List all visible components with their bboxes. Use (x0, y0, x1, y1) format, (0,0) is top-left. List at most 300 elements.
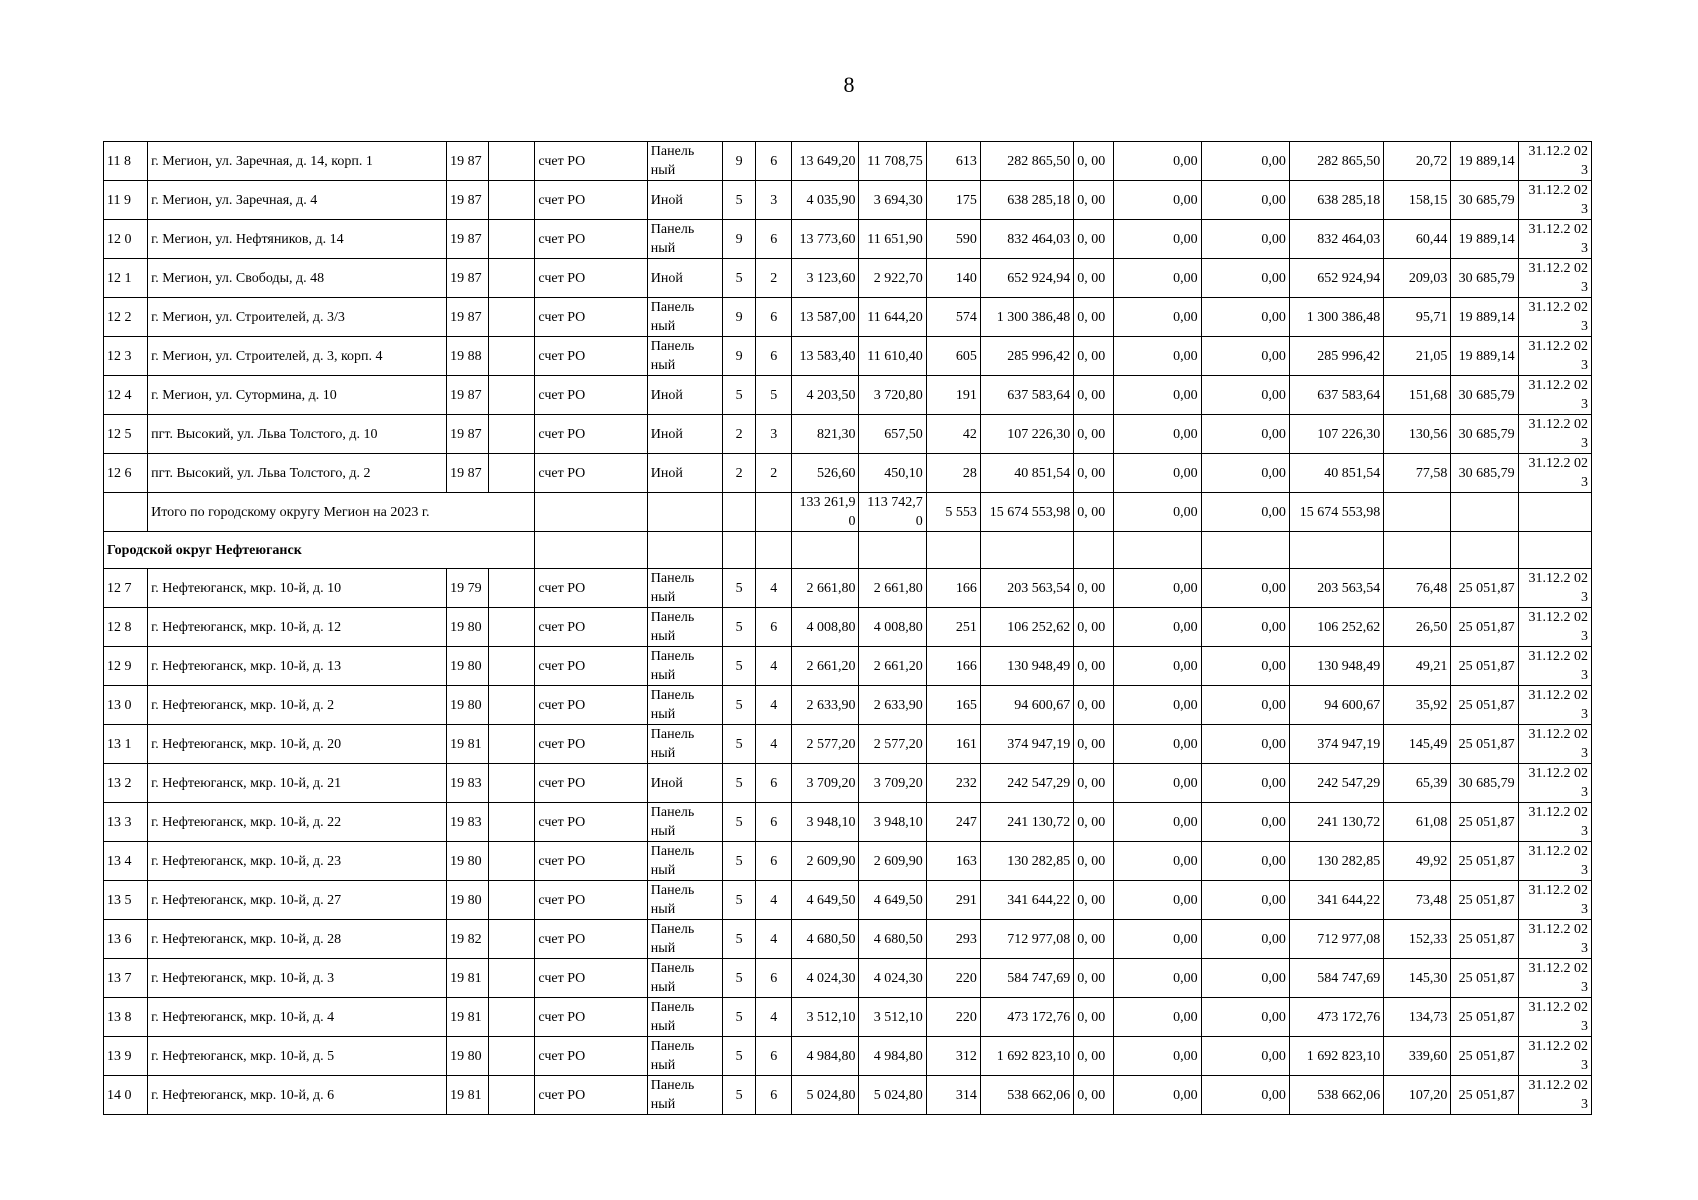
row-limit: 25 051,87 (1451, 569, 1518, 608)
row-cost: 637 583,64 (980, 376, 1073, 415)
row-year: 19 87 (447, 298, 489, 337)
table-body-a (104, 142, 1592, 493)
row-limit: 25 051,87 (1451, 1037, 1518, 1076)
row-limit: 30 685,79 (1451, 376, 1518, 415)
row-cost: 652 924,94 (980, 259, 1073, 298)
row-year: 19 81 (447, 959, 489, 998)
row-area-living: 5 024,80 (859, 1076, 926, 1115)
row-total: 473 172,76 (1289, 998, 1383, 1037)
row-blank-cell (489, 1037, 535, 1076)
row-limit: 30 685,79 (1451, 454, 1518, 493)
row-col-a: 0,00 (1114, 142, 1201, 181)
row-floors: 5 (723, 881, 756, 920)
row-col-z: 0, 00 (1074, 298, 1114, 337)
row-number: 12 7 (104, 569, 148, 608)
row-address: г. Мегион, ул. Строителей, д. 3/3 (148, 298, 447, 337)
row-limit: 25 051,87 (1451, 920, 1518, 959)
row-blank-cell (489, 764, 535, 803)
row-year: 19 83 (447, 803, 489, 842)
row-entrances: 5 (756, 376, 792, 415)
row-residents: 605 (926, 337, 980, 376)
row-number: 12 4 (104, 376, 148, 415)
row-number: 13 3 (104, 803, 148, 842)
row-number: 11 9 (104, 181, 148, 220)
row-number: 13 5 (104, 881, 148, 920)
row-area-living: 2 922,70 (859, 259, 926, 298)
row-col-z: 0, 00 (1074, 686, 1114, 725)
row-specific-cost: 76,48 (1384, 569, 1451, 608)
total-col-b: 0,00 (1201, 493, 1289, 532)
row-specific-cost: 73,48 (1384, 881, 1451, 920)
row-specific-cost: 107,20 (1384, 1076, 1451, 1115)
row-specific-cost: 145,30 (1384, 959, 1451, 998)
section-empty-cell (980, 532, 1073, 569)
row-area-living: 4 649,50 (859, 881, 926, 920)
row-col-z: 0, 00 (1074, 920, 1114, 959)
row-funding-source: счет РО (535, 920, 647, 959)
row-area-living: 2 609,90 (859, 842, 926, 881)
row-total: 241 130,72 (1289, 803, 1383, 842)
row-specific-cost: 152,33 (1384, 920, 1451, 959)
row-cost: 282 865,50 (980, 142, 1073, 181)
row-year: 19 83 (447, 764, 489, 803)
row-entrances: 6 (756, 842, 792, 881)
row-blank-cell (489, 415, 535, 454)
row-limit: 25 051,87 (1451, 842, 1518, 881)
row-col-z: 0, 00 (1074, 415, 1114, 454)
table-row (104, 725, 1592, 764)
row-blank-cell (489, 142, 535, 181)
total-empty-material (647, 493, 722, 532)
row-floors: 5 (723, 608, 756, 647)
row-blank-cell (489, 998, 535, 1037)
row-area-living: 4 024,30 (859, 959, 926, 998)
row-limit: 25 051,87 (1451, 1076, 1518, 1115)
row-blank-cell (489, 1076, 535, 1115)
table-body-total (104, 493, 1592, 569)
row-entrances: 6 (756, 764, 792, 803)
row-specific-cost: 151,68 (1384, 376, 1451, 415)
row-area-living: 11 610,40 (859, 337, 926, 376)
row-cost: 638 285,18 (980, 181, 1073, 220)
row-funding-source: счет РО (535, 181, 647, 220)
row-entrances: 4 (756, 998, 792, 1037)
row-total: 638 285,18 (1289, 181, 1383, 220)
row-limit: 30 685,79 (1451, 415, 1518, 454)
row-residents: 314 (926, 1076, 980, 1115)
row-residents: 166 (926, 569, 980, 608)
row-floors: 9 (723, 142, 756, 181)
row-col-a: 0,00 (1114, 220, 1201, 259)
row-area-total: 3 709,20 (792, 764, 859, 803)
row-blank-cell (489, 959, 535, 998)
row-year: 19 79 (447, 569, 489, 608)
table-row (104, 569, 1592, 608)
row-area-living: 3 948,10 (859, 803, 926, 842)
row-number: 13 4 (104, 842, 148, 881)
row-wall-material: Панель ный (647, 298, 722, 337)
row-col-a: 0,00 (1114, 569, 1201, 608)
table-row (104, 1037, 1592, 1076)
section-empty-cell (1289, 532, 1383, 569)
total-row (104, 493, 1592, 532)
row-blank-cell (489, 569, 535, 608)
row-date: 31.12.2 023 (1518, 415, 1591, 454)
table-row (104, 259, 1592, 298)
row-area-total: 4 680,50 (792, 920, 859, 959)
total-total: 15 674 553,98 (1289, 493, 1383, 532)
row-floors: 5 (723, 181, 756, 220)
row-floors: 5 (723, 998, 756, 1037)
row-number: 12 3 (104, 337, 148, 376)
row-col-a: 0,00 (1114, 608, 1201, 647)
row-residents: 161 (926, 725, 980, 764)
table-body-b (104, 569, 1592, 1115)
row-wall-material: Панель ный (647, 842, 722, 881)
row-wall-material: Панель ный (647, 220, 722, 259)
table-row (104, 959, 1592, 998)
row-limit: 25 051,87 (1451, 881, 1518, 920)
row-col-b: 0,00 (1201, 725, 1289, 764)
row-funding-source: счет РО (535, 259, 647, 298)
total-col-z: 0, 00 (1074, 493, 1114, 532)
row-specific-cost: 20,72 (1384, 142, 1451, 181)
row-blank-cell (489, 376, 535, 415)
row-funding-source: счет РО (535, 842, 647, 881)
row-funding-source: счет РО (535, 764, 647, 803)
table-row (104, 181, 1592, 220)
row-funding-source: счет РО (535, 998, 647, 1037)
table-row (104, 454, 1592, 493)
row-address: г. Мегион, ул. Строителей, д. 3, корп. 4 (148, 337, 447, 376)
row-funding-source: счет РО (535, 686, 647, 725)
row-number: 13 9 (104, 1037, 148, 1076)
row-col-b: 0,00 (1201, 803, 1289, 842)
row-year: 19 87 (447, 181, 489, 220)
total-empty-specific (1384, 493, 1451, 532)
row-total: 832 464,03 (1289, 220, 1383, 259)
row-entrances: 4 (756, 920, 792, 959)
row-entrances: 6 (756, 1037, 792, 1076)
row-date: 31.12.2 023 (1518, 608, 1591, 647)
row-limit: 25 051,87 (1451, 959, 1518, 998)
row-cost: 341 644,22 (980, 881, 1073, 920)
row-total: 40 851,54 (1289, 454, 1383, 493)
row-col-b: 0,00 (1201, 569, 1289, 608)
row-col-a: 0,00 (1114, 959, 1201, 998)
row-area-total: 2 577,20 (792, 725, 859, 764)
row-floors: 5 (723, 920, 756, 959)
row-col-a: 0,00 (1114, 1037, 1201, 1076)
row-date: 31.12.2 023 (1518, 725, 1591, 764)
row-date: 31.12.2 023 (1518, 764, 1591, 803)
row-area-total: 13 583,40 (792, 337, 859, 376)
row-wall-material: Панель ный (647, 803, 722, 842)
row-col-a: 0,00 (1114, 686, 1201, 725)
row-blank-cell (489, 298, 535, 337)
row-entrances: 4 (756, 881, 792, 920)
row-funding-source: счет РО (535, 608, 647, 647)
row-residents: 165 (926, 686, 980, 725)
row-limit: 25 051,87 (1451, 803, 1518, 842)
row-cost: 374 947,19 (980, 725, 1073, 764)
row-area-total: 13 773,60 (792, 220, 859, 259)
row-year: 19 80 (447, 608, 489, 647)
row-year: 19 81 (447, 998, 489, 1037)
section-empty-cell (1201, 532, 1289, 569)
row-col-b: 0,00 (1201, 220, 1289, 259)
row-number: 12 2 (104, 298, 148, 337)
row-number: 13 8 (104, 998, 148, 1037)
row-col-a: 0,00 (1114, 881, 1201, 920)
row-floors: 5 (723, 1037, 756, 1076)
row-entrances: 6 (756, 220, 792, 259)
row-year: 19 80 (447, 647, 489, 686)
row-col-z: 0, 00 (1074, 337, 1114, 376)
row-date: 31.12.2 023 (1518, 803, 1591, 842)
row-area-total: 526,60 (792, 454, 859, 493)
row-col-a: 0,00 (1114, 298, 1201, 337)
total-col-a: 0,00 (1114, 493, 1201, 532)
row-floors: 5 (723, 376, 756, 415)
row-funding-source: счет РО (535, 376, 647, 415)
housing-table (103, 141, 1592, 1115)
row-area-total: 4 649,50 (792, 881, 859, 920)
row-col-b: 0,00 (1201, 920, 1289, 959)
row-floors: 9 (723, 337, 756, 376)
row-area-total: 2 609,90 (792, 842, 859, 881)
row-total: 106 252,62 (1289, 608, 1383, 647)
row-address: г. Нефтеюганск, мкр. 10-й, д. 23 (148, 842, 447, 881)
row-number: 13 0 (104, 686, 148, 725)
table-row (104, 337, 1592, 376)
row-col-z: 0, 00 (1074, 725, 1114, 764)
table-row (104, 998, 1592, 1037)
row-area-total: 2 661,80 (792, 569, 859, 608)
row-area-living: 657,50 (859, 415, 926, 454)
section-empty-cell (1451, 532, 1518, 569)
row-col-b: 0,00 (1201, 764, 1289, 803)
row-blank-cell (489, 181, 535, 220)
row-address: г. Мегион, ул. Заречная, д. 14, корп. 1 (148, 142, 447, 181)
row-floors: 5 (723, 1076, 756, 1115)
row-address: г. Нефтеюганск, мкр. 10-й, д. 10 (148, 569, 447, 608)
row-wall-material: Панель ный (647, 920, 722, 959)
section-empty-cell (756, 532, 792, 569)
row-date: 31.12.2 023 (1518, 569, 1591, 608)
section-empty-cell (926, 532, 980, 569)
row-address: г. Нефтеюганск, мкр. 10-й, д. 4 (148, 998, 447, 1037)
row-area-total: 13 649,20 (792, 142, 859, 181)
row-area-total: 3 123,60 (792, 259, 859, 298)
row-address: г. Нефтеюганск, мкр. 10-й, д. 22 (148, 803, 447, 842)
row-total: 652 924,94 (1289, 259, 1383, 298)
row-blank-cell (489, 686, 535, 725)
row-date: 31.12.2 023 (1518, 337, 1591, 376)
row-date: 31.12.2 023 (1518, 1037, 1591, 1076)
row-entrances: 6 (756, 959, 792, 998)
row-col-b: 0,00 (1201, 259, 1289, 298)
row-entrances: 2 (756, 259, 792, 298)
row-number: 13 6 (104, 920, 148, 959)
row-floors: 5 (723, 803, 756, 842)
row-date: 31.12.2 023 (1518, 376, 1591, 415)
row-area-living: 3 709,20 (859, 764, 926, 803)
row-area-living: 4 984,80 (859, 1037, 926, 1076)
row-floors: 5 (723, 647, 756, 686)
row-limit: 30 685,79 (1451, 764, 1518, 803)
row-funding-source: счет РО (535, 881, 647, 920)
row-wall-material: Панель ный (647, 337, 722, 376)
row-entrances: 4 (756, 569, 792, 608)
row-blank-cell (489, 920, 535, 959)
row-specific-cost: 134,73 (1384, 998, 1451, 1037)
row-col-z: 0, 00 (1074, 803, 1114, 842)
row-col-a: 0,00 (1114, 725, 1201, 764)
row-entrances: 3 (756, 181, 792, 220)
section-header-row (104, 532, 1592, 569)
row-col-b: 0,00 (1201, 647, 1289, 686)
row-area-total: 3 948,10 (792, 803, 859, 842)
row-entrances: 6 (756, 1076, 792, 1115)
row-address: г. Мегион, ул. Нефтяников, д. 14 (148, 220, 447, 259)
row-specific-cost: 60,44 (1384, 220, 1451, 259)
row-entrances: 6 (756, 298, 792, 337)
row-cost: 107 226,30 (980, 415, 1073, 454)
total-cost: 15 674 553,98 (980, 493, 1073, 532)
row-specific-cost: 145,49 (1384, 725, 1451, 764)
row-number: 14 0 (104, 1076, 148, 1115)
row-residents: 574 (926, 298, 980, 337)
total-empty-limit (1451, 493, 1518, 532)
row-area-total: 4 035,90 (792, 181, 859, 220)
row-col-z: 0, 00 (1074, 1037, 1114, 1076)
total-label: Итого по городскому округу Мегион на 2023 г. (148, 493, 535, 532)
section-empty-cell (1114, 532, 1201, 569)
row-wall-material: Панель ный (647, 881, 722, 920)
row-col-b: 0,00 (1201, 686, 1289, 725)
row-year: 19 87 (447, 220, 489, 259)
row-limit: 19 889,14 (1451, 142, 1518, 181)
row-number: 13 1 (104, 725, 148, 764)
row-cost: 203 563,54 (980, 569, 1073, 608)
row-residents: 220 (926, 998, 980, 1037)
row-blank-cell (489, 220, 535, 259)
row-total: 712 977,08 (1289, 920, 1383, 959)
table-row (104, 647, 1592, 686)
row-limit: 25 051,87 (1451, 725, 1518, 764)
row-blank-cell (489, 881, 535, 920)
row-number: 13 2 (104, 764, 148, 803)
row-number: 12 1 (104, 259, 148, 298)
row-funding-source: счет РО (535, 1037, 647, 1076)
row-col-a: 0,00 (1114, 920, 1201, 959)
row-wall-material: Панель ный (647, 1076, 722, 1115)
row-number: 12 5 (104, 415, 148, 454)
row-col-z: 0, 00 (1074, 181, 1114, 220)
row-area-total: 13 587,00 (792, 298, 859, 337)
row-total: 282 865,50 (1289, 142, 1383, 181)
row-col-b: 0,00 (1201, 998, 1289, 1037)
row-address: г. Нефтеюганск, мкр. 10-й, д. 12 (148, 608, 447, 647)
row-area-living: 3 512,10 (859, 998, 926, 1037)
row-residents: 291 (926, 881, 980, 920)
table-row (104, 1076, 1592, 1115)
row-year: 19 82 (447, 920, 489, 959)
row-area-living: 4 680,50 (859, 920, 926, 959)
row-cost: 285 996,42 (980, 337, 1073, 376)
row-blank-cell (489, 337, 535, 376)
row-area-total: 3 512,10 (792, 998, 859, 1037)
row-year: 19 87 (447, 415, 489, 454)
row-wall-material: Панель ный (647, 725, 722, 764)
row-col-z: 0, 00 (1074, 959, 1114, 998)
row-residents: 247 (926, 803, 980, 842)
total-empty-floors (723, 493, 756, 532)
row-area-total: 4 984,80 (792, 1037, 859, 1076)
row-area-total: 4 024,30 (792, 959, 859, 998)
section-empty-cell (1518, 532, 1591, 569)
row-address: г. Мегион, ул. Заречная, д. 4 (148, 181, 447, 220)
row-area-living: 2 633,90 (859, 686, 926, 725)
row-total: 374 947,19 (1289, 725, 1383, 764)
row-specific-cost: 26,50 (1384, 608, 1451, 647)
row-blank-cell (489, 725, 535, 764)
section-empty-cell (1074, 532, 1114, 569)
table-row (104, 881, 1592, 920)
row-total: 130 948,49 (1289, 647, 1383, 686)
row-col-z: 0, 00 (1074, 142, 1114, 181)
row-date: 31.12.2 023 (1518, 142, 1591, 181)
row-residents: 28 (926, 454, 980, 493)
row-residents: 175 (926, 181, 980, 220)
row-area-total: 5 024,80 (792, 1076, 859, 1115)
row-year: 19 87 (447, 259, 489, 298)
row-cost: 538 662,06 (980, 1076, 1073, 1115)
row-floors: 9 (723, 298, 756, 337)
row-col-b: 0,00 (1201, 1037, 1289, 1076)
row-area-total: 4 203,50 (792, 376, 859, 415)
row-col-a: 0,00 (1114, 337, 1201, 376)
row-cost: 106 252,62 (980, 608, 1073, 647)
row-residents: 590 (926, 220, 980, 259)
section-empty-cell (723, 532, 756, 569)
row-col-a: 0,00 (1114, 647, 1201, 686)
row-specific-cost: 95,71 (1384, 298, 1451, 337)
row-total: 1 300 386,48 (1289, 298, 1383, 337)
row-wall-material: Иной (647, 415, 722, 454)
row-area-total: 2 633,90 (792, 686, 859, 725)
row-blank-cell (489, 454, 535, 493)
row-wall-material: Иной (647, 454, 722, 493)
row-col-b: 0,00 (1201, 454, 1289, 493)
row-col-z: 0, 00 (1074, 259, 1114, 298)
row-limit: 25 051,87 (1451, 608, 1518, 647)
row-specific-cost: 65,39 (1384, 764, 1451, 803)
row-cost: 40 851,54 (980, 454, 1073, 493)
row-col-z: 0, 00 (1074, 1076, 1114, 1115)
row-funding-source: счет РО (535, 959, 647, 998)
row-blank-cell (489, 608, 535, 647)
row-address: г. Нефтеюганск, мкр. 10-й, д. 13 (148, 647, 447, 686)
row-limit: 30 685,79 (1451, 181, 1518, 220)
row-specific-cost: 49,92 (1384, 842, 1451, 881)
section-empty-cell (535, 532, 647, 569)
row-year: 19 81 (447, 1076, 489, 1115)
row-address: г. Нефтеюганск, мкр. 10-й, д. 5 (148, 1037, 447, 1076)
row-funding-source: счет РО (535, 415, 647, 454)
row-year: 19 80 (447, 686, 489, 725)
